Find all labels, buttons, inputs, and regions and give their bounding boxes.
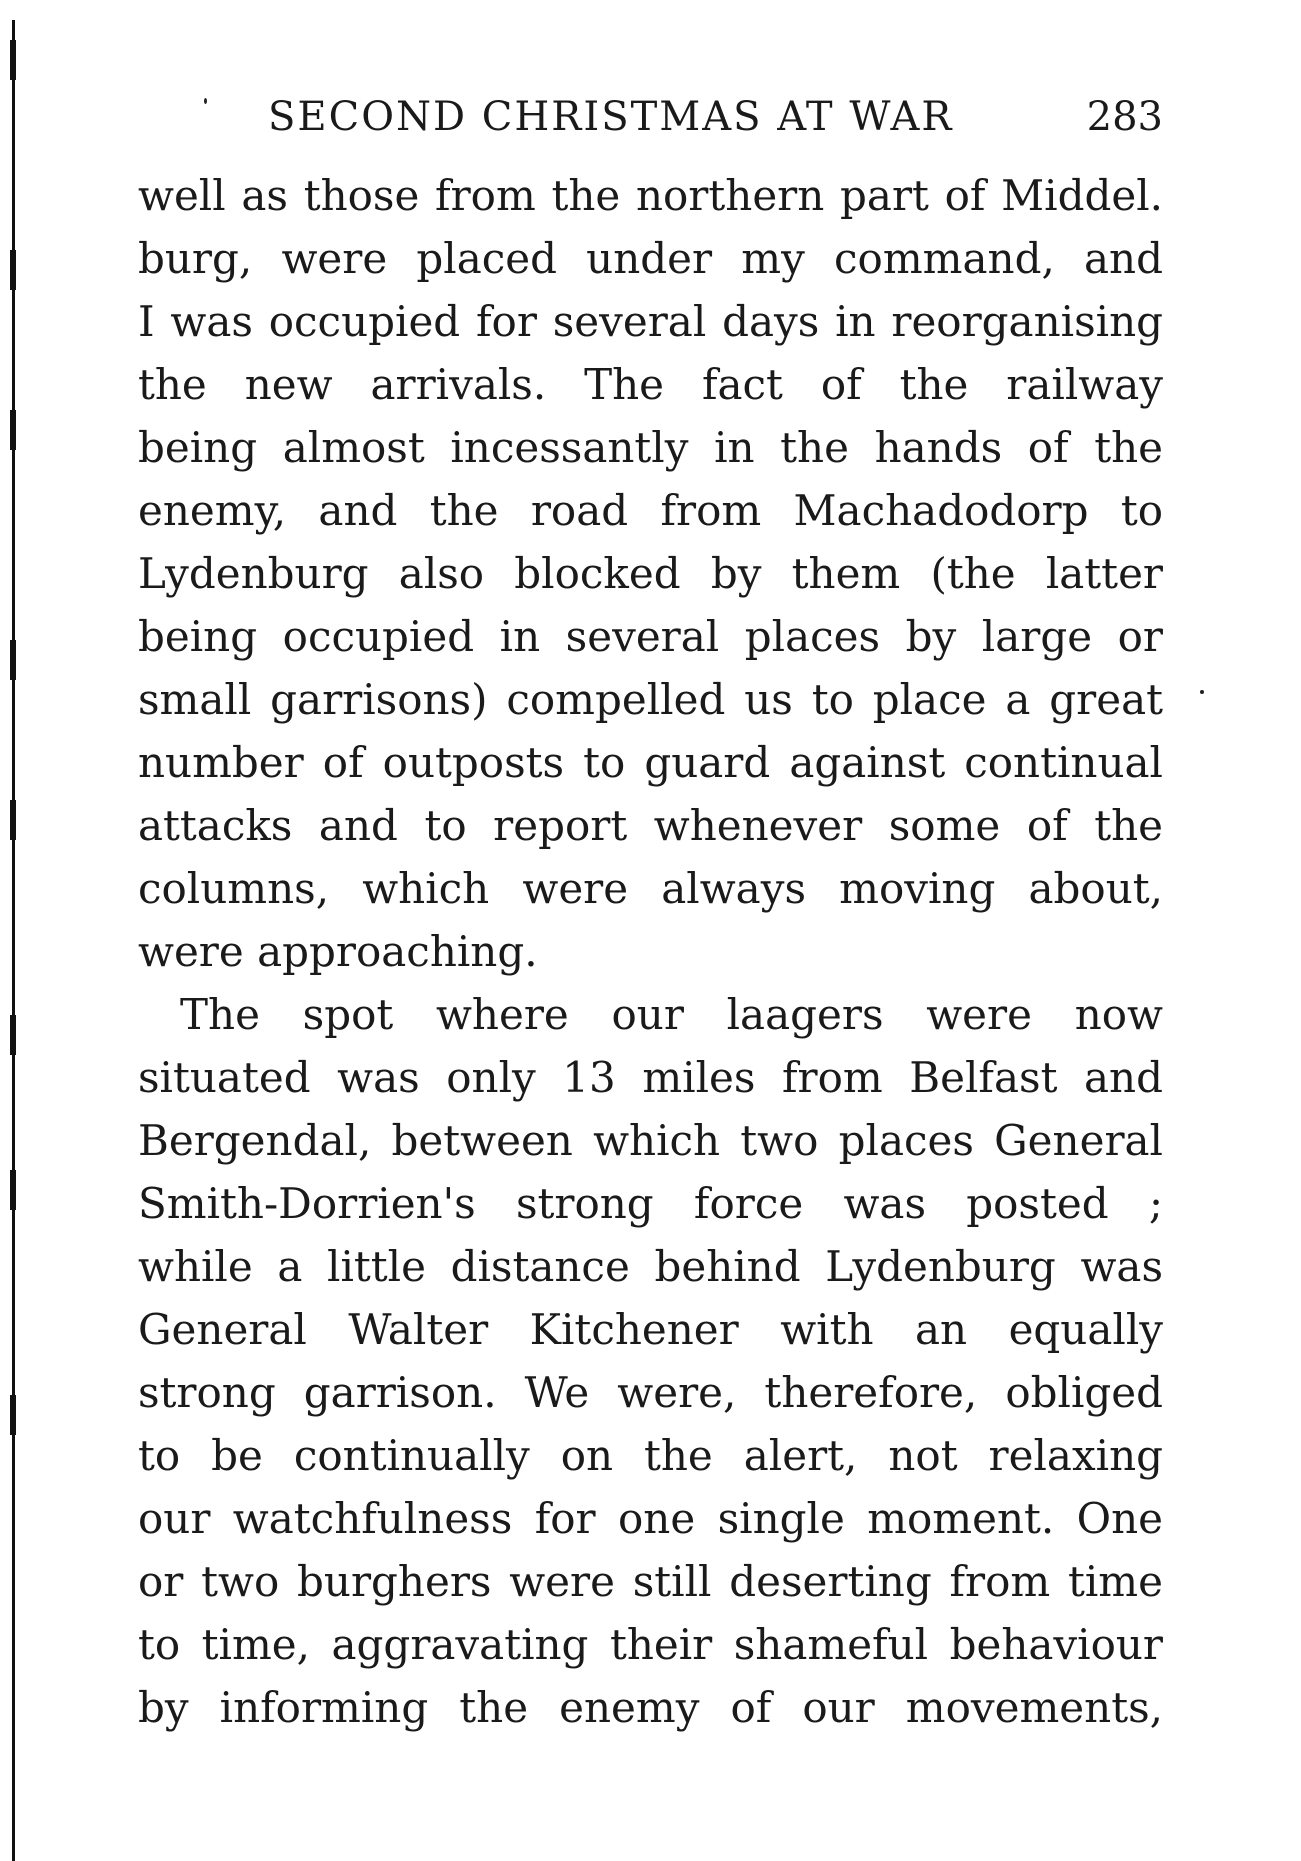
text-line: columns, which were always moving about, <box>138 864 1163 913</box>
text-line: while a little distance behind Lydenburg was <box>138 1242 1163 1291</box>
text-line: Bergendal, between which two places General <box>138 1116 1163 1165</box>
text-line: strong garrison. We were, therefore, obliged <box>138 1368 1163 1417</box>
text-line: Smith-Dorrien's strong force was posted ; <box>138 1179 1163 1228</box>
text-line: enemy, and the road from Machadodorp to <box>138 486 1163 535</box>
text-line: our watchfulness for one single moment. One <box>138 1494 1163 1543</box>
text-line: the new arrivals. The fact of the railway <box>138 360 1163 409</box>
running-head: SECOND CHRISTMAS AT WAR <box>268 94 954 140</box>
text-line: Lydenburg also blocked by them (the latter <box>138 549 1163 598</box>
binding-edge <box>10 0 16 1861</box>
text-line: The spot where our laagers were now <box>180 990 1163 1039</box>
text-line: or two burghers were still deserting from time <box>138 1557 1163 1606</box>
text-line: to time, aggravating their shameful behaviour <box>138 1620 1163 1669</box>
text-line: well as those from the northern part of Middel. <box>138 171 1163 220</box>
text-line: to be continually on the alert, not relaxing <box>138 1431 1163 1480</box>
text-line: number of outposts to guard against continual <box>138 738 1163 787</box>
page-number: 283 <box>1086 94 1163 140</box>
body-text <box>138 164 1163 1739</box>
text-line: burg, were placed under my command, and <box>138 234 1163 283</box>
paragraph <box>138 983 1163 1739</box>
text-line: I was occupied for several days in reorganising <box>138 297 1163 346</box>
text-line: by informing the enemy of our movements, <box>138 1683 1163 1732</box>
print-speck <box>204 98 207 104</box>
text-line: situated was only 13 miles from Belfast and <box>138 1053 1163 1102</box>
paragraph <box>138 164 1163 983</box>
text-line: attacks and to report whenever some of the <box>138 801 1163 850</box>
text-line: General Walter Kitchener with an equally <box>138 1305 1163 1354</box>
print-speck <box>1200 690 1204 694</box>
page-header <box>238 88 1163 146</box>
text-line: being occupied in several places by large or <box>138 612 1163 661</box>
text-line: small garrisons) compelled us to place a great <box>138 675 1163 724</box>
text-line: being almost incessantly in the hands of the <box>138 423 1163 472</box>
text-line: were approaching. <box>138 927 538 976</box>
